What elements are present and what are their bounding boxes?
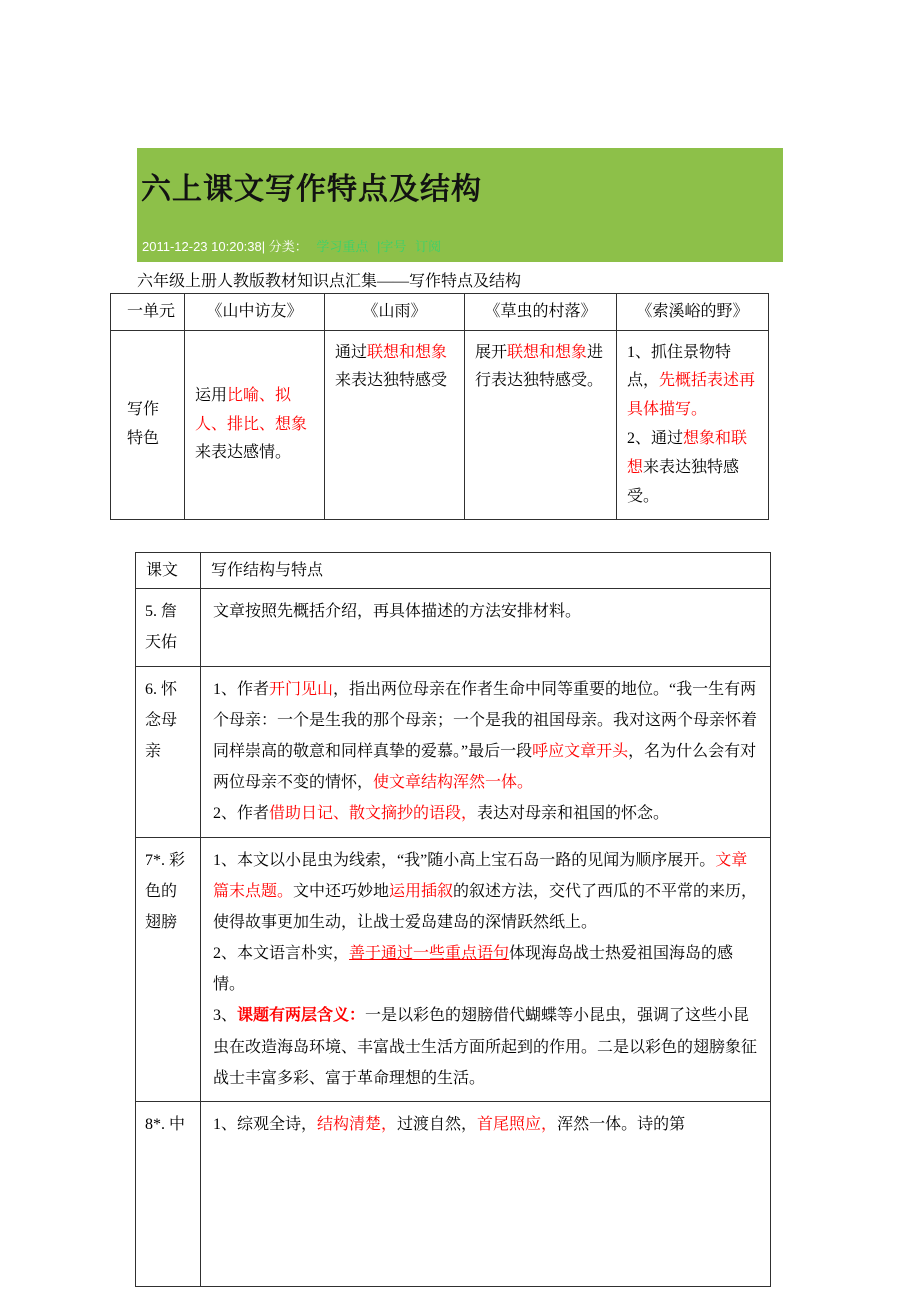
unit-writing-features-table <box>110 293 769 520</box>
col-header-lesson-suoxiyu: 《索溪峪的野》 <box>617 294 769 331</box>
category-label: 分类： <box>268 239 308 254</box>
lesson-structure-text: 1、作者开门见山，指出两位母亲在作者生命中同等重要的地位。“我一生有两个母亲：一个是生我的那个母亲；一个是我的祖国母亲。我对这两个母亲怀着同样崇高的敬意和同样真挚的爱慕。”最后一段呼应文章开头，名为什么会有对两位母亲不变的情怀，使文章结构浑然一体。 2、作者借助日记、散文摘抄的语段，表达对母亲和祖国的怀念。 <box>201 666 771 837</box>
lesson-label: 7*. 彩色的翅膀 <box>136 837 201 1102</box>
post-title: 六上课文写作特点及结构 <box>141 173 482 206</box>
font-size-link[interactable]: |字号 <box>377 239 407 254</box>
col-header-lesson-caochong: 《草虫的村落》 <box>465 294 617 331</box>
lesson-structure-text: 1、综观全诗，结构清楚，过渡自然，首尾照应，浑然一体。诗的第 <box>201 1102 771 1287</box>
category-link[interactable]: 学习重点 <box>316 239 369 254</box>
col-header-structure: 写作结构与特点 <box>201 553 771 589</box>
lesson-structure-table <box>135 552 771 1287</box>
table-row-caisedechibang <box>136 837 771 1102</box>
lesson-label: 5. 詹天佑 <box>136 589 201 666</box>
intro-line: 六年级上册人教版教材知识点汇集——写作特点及结构 <box>137 273 522 290</box>
structure-table-header-row <box>136 553 771 589</box>
lesson-label: 8*. 中 <box>136 1102 201 1287</box>
col-header-lesson-shanyu: 《山雨》 <box>325 294 465 331</box>
lesson-structure-text: 1、本文以小昆虫为线索，“我”随小高上宝石岛一路的见闻为顺序展开。文章篇末点题。文中还巧妙地运用插叙的叙述方法，交代了西瓜的不平常的来历，使得故事更加生动，让战士爱岛建岛的深情跃然纸上。 2、本文语言朴实，善于通过一些重点语句体现海岛战士热爱祖国海岛的感情。 3、课题有两层含义：一是以彩色的翅膀借代蝴蝶等小昆虫，强调了这些小昆虫在改造海岛环境、丰富战士生活方面所起到的作用。二是以彩色的翅膀象征战士丰富多彩、富于革命理想的生活。 <box>201 837 771 1102</box>
col-header-lesson-shanzhongfangyou: 《山中访友》 <box>185 294 325 331</box>
table-row-huainianmuqin <box>136 666 771 837</box>
lesson-structure-text: 文章按照先概括介绍，再具体描述的方法安排材料。 <box>201 589 771 666</box>
lesson-label: 6. 怀念母亲 <box>136 666 201 837</box>
feature-cell-caochong: 展开联想和想象进行表达独特感受。 <box>465 330 617 520</box>
col-header-lesson: 课文 <box>136 553 201 589</box>
unit-table-header-row <box>111 294 769 331</box>
feature-cell-suoxiyu: 1、抓住景物特点，先概括表述再具体描写。 2、通过想象和联想来表达独特感受。 <box>617 330 769 520</box>
writing-feature-row <box>111 330 769 520</box>
post-date: 2011-12-23 10:20:38| <box>142 239 266 254</box>
subscribe-link[interactable]: 订阅 <box>415 239 442 254</box>
table-row-zhonghuashaonian <box>136 1102 771 1287</box>
feature-cell-shanyu: 通过联想和想象来表达独特感受 <box>325 330 465 520</box>
post-meta <box>142 236 441 255</box>
feature-cell-shanzhongfangyou: 运用比喻、拟人、排比、想象来表达感情。 <box>185 330 325 520</box>
row-label-writing-feature: 写作特色 <box>111 330 185 520</box>
table-row-zhantianyou <box>136 589 771 666</box>
col-header-unit: 一单元 <box>111 294 185 331</box>
post-header-banner <box>137 148 783 262</box>
